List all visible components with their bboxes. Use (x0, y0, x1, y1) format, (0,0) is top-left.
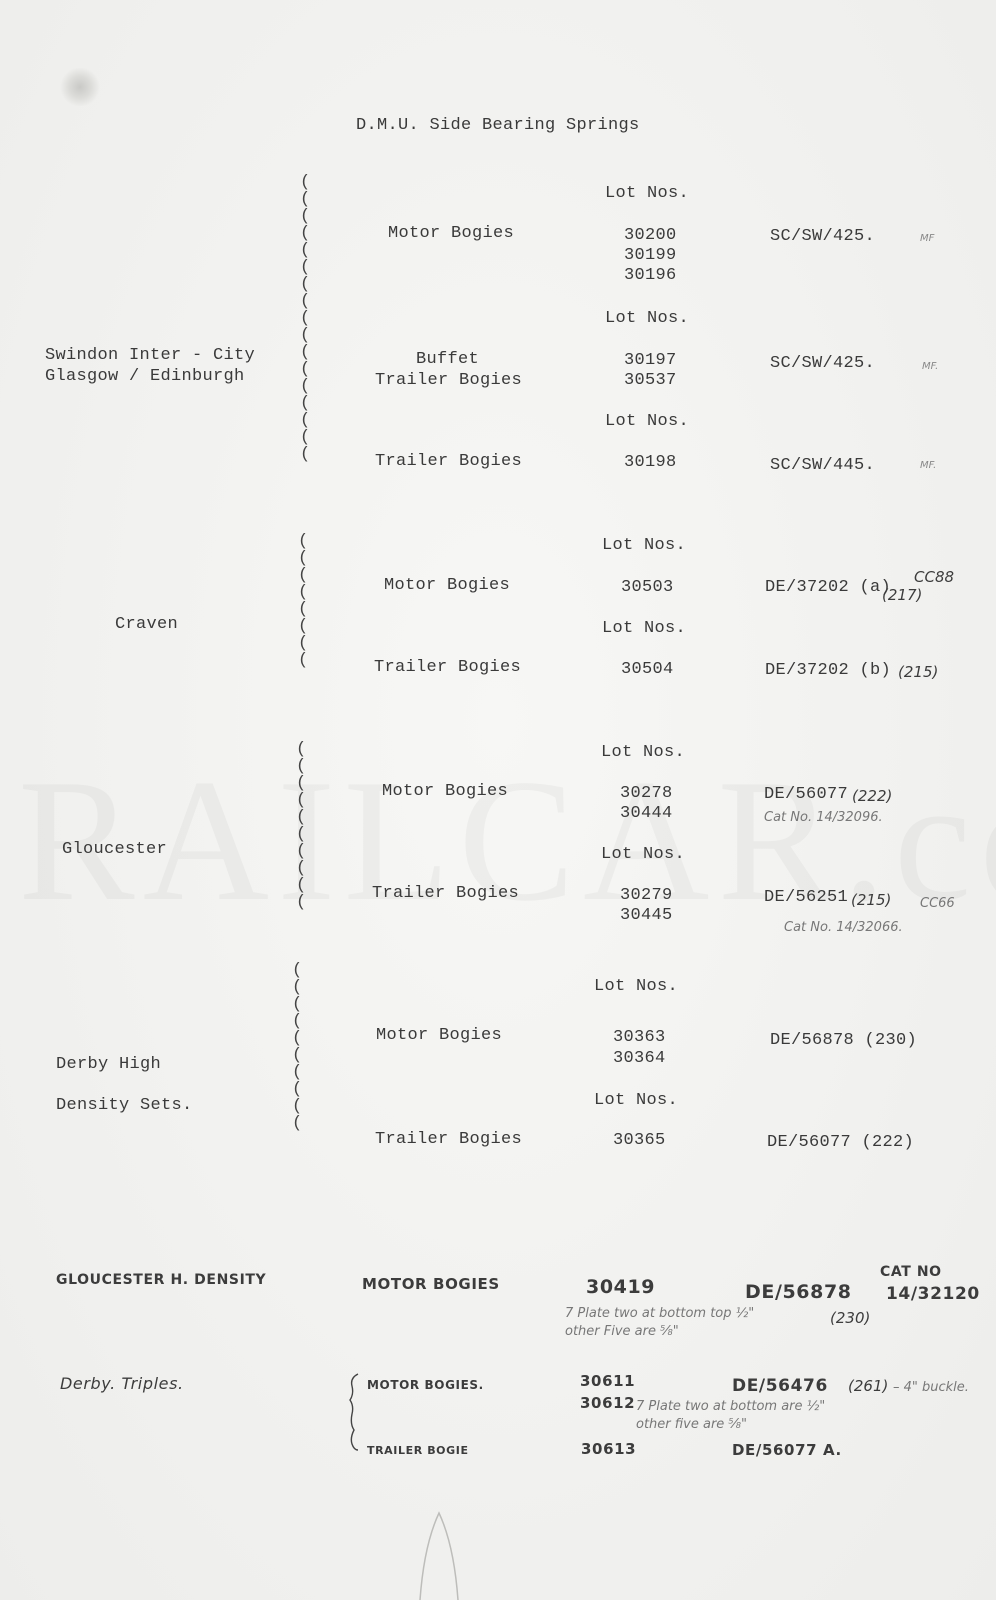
lot-number: 30199 (624, 246, 677, 265)
lot-header: Lot Nos. (605, 184, 690, 203)
drawing-ref: DE/56251 (764, 888, 849, 907)
pencil-cat-note: Cat No. 14/32066. (784, 920, 903, 935)
hw-number: (261) (848, 1377, 889, 1395)
group-name-derby-line1: Derby High (56, 1055, 162, 1074)
hw-cat-number: 14/32120 (886, 1284, 980, 1304)
lot-number: 30503 (621, 578, 674, 597)
hw-note: other five are ⅝" (636, 1417, 748, 1432)
drawing-ref: SC/SW/445. (770, 456, 876, 475)
hw-group-name: Derby. Triples. (60, 1374, 184, 1393)
bracket-gloucester: ( ( ( ( ( ( ( ( ( ( (296, 740, 307, 912)
lot-number: 30198 (624, 453, 677, 472)
bracket-craven: ( ( ( ( ( ( ( ( (298, 532, 309, 670)
lot-header: Lot Nos. (594, 977, 679, 996)
hw-bogie-label: TRAILER BOGIE (367, 1444, 469, 1457)
lot-number: 30444 (620, 804, 673, 823)
paper-fold-mark (418, 1505, 460, 1600)
bogie-label: Motor Bogies (388, 224, 515, 243)
pencil-note: CC66 (920, 896, 955, 911)
pencil-cat-note: Cat No. 14/32096. (764, 810, 883, 825)
hw-note: other Five are ⅝" (565, 1324, 679, 1339)
hw-bogie-label: MOTOR BOGIES (362, 1275, 500, 1293)
pencil-note: (222) (852, 787, 893, 805)
bogie-label: Trailer Bogies (372, 884, 520, 903)
hw-lot-number: 30612 (580, 1394, 636, 1412)
lot-number: 30197 (624, 351, 677, 370)
bogie-label: Motor Bogies (382, 782, 509, 801)
pencil-note: MF. (922, 361, 939, 372)
hw-note: 7 Plate two at bottom are ½" (636, 1399, 826, 1414)
hw-lot-number: 30419 (586, 1276, 656, 1298)
hw-lot-number: 30613 (581, 1440, 637, 1458)
lot-header: Lot Nos. (594, 1091, 679, 1110)
drawing-ref: DE/37202 (b) (765, 661, 892, 680)
lot-number: 30200 (624, 226, 677, 245)
drawing-ref: DE/56077 (764, 785, 849, 804)
lot-number: 30364 (613, 1049, 666, 1068)
hw-lot-number: 30611 (580, 1372, 636, 1390)
pencil-note: CC88 (914, 568, 955, 586)
bogie-label: Trailer Bogies (375, 452, 523, 471)
bogie-label: Trailer Bogies (375, 1130, 523, 1149)
pencil-note: MF. (920, 460, 937, 471)
lot-header: Lot Nos. (602, 536, 687, 555)
hw-drawing-ref: DE/56878 (745, 1281, 852, 1303)
group-name-swindon-line1: Swindon Inter - City (45, 346, 256, 365)
group-name-derby-line2: Density Sets. (56, 1096, 193, 1115)
drawing-ref: SC/SW/425. (770, 227, 876, 246)
bogie-label: Buffet (416, 350, 480, 369)
lot-number: 30365 (613, 1131, 666, 1150)
lot-header: Lot Nos. (605, 309, 690, 328)
hw-drawing-ref: DE/56077 A. (732, 1441, 842, 1459)
bracket-swindon: ( ( ( ( ( ( ( ( ( ( ( ( ( ( ( ( ( (300, 173, 311, 464)
lot-number: 30445 (620, 906, 673, 925)
pencil-note: MF (920, 233, 935, 244)
drawing-ref: SC/SW/425. (770, 354, 876, 373)
hw-note: – 4" buckle. (893, 1380, 969, 1395)
pencil-note: (217) (882, 586, 923, 604)
lot-number: 30278 (620, 784, 673, 803)
bogie-label: Trailer Bogies (374, 658, 522, 677)
bogie-label: Motor Bogies (376, 1026, 503, 1045)
hw-number: (230) (830, 1309, 871, 1327)
bogie-label: Trailer Bogies (375, 371, 523, 390)
lot-number: 30504 (621, 660, 674, 679)
group-name-craven: Craven (115, 615, 179, 634)
hw-drawing-ref: DE/56476 (732, 1376, 828, 1396)
hw-bogie-label: MOTOR BOGIES. (367, 1378, 484, 1392)
pencil-note: (215) (851, 891, 892, 909)
lot-header: Lot Nos. (601, 743, 686, 762)
hw-note: 7 Plate two at bottom top ½" (565, 1306, 755, 1321)
bogie-label: Motor Bogies (384, 576, 511, 595)
lot-number: 30537 (624, 371, 677, 390)
drawing-ref: DE/56077 (222) (767, 1133, 915, 1152)
lot-header: Lot Nos. (605, 412, 690, 431)
paper-stain (60, 68, 100, 106)
hw-cat-label: CAT NO (880, 1264, 942, 1280)
drawing-ref: DE/37202 (a) (765, 578, 892, 597)
group-name-gloucester: Gloucester (62, 840, 168, 859)
lot-header: Lot Nos. (601, 845, 686, 864)
lot-number: 30279 (620, 886, 673, 905)
bracket-derby-high: ( ( ( ( ( ( ( ( ( ( (292, 961, 303, 1133)
lot-number: 30363 (613, 1028, 666, 1047)
drawing-ref: DE/56878 (230) (770, 1031, 918, 1050)
group-name-swindon-line2: Glasgow / Edinburgh (45, 367, 245, 386)
document-title: D.M.U. Side Bearing Springs (356, 116, 640, 135)
lot-number: 30196 (624, 266, 677, 285)
lot-header: Lot Nos. (602, 619, 687, 638)
hw-group-name: GLOUCESTER H. DENSITY (56, 1272, 267, 1288)
hw-brace (348, 1372, 360, 1452)
pencil-note: (215) (898, 663, 939, 681)
